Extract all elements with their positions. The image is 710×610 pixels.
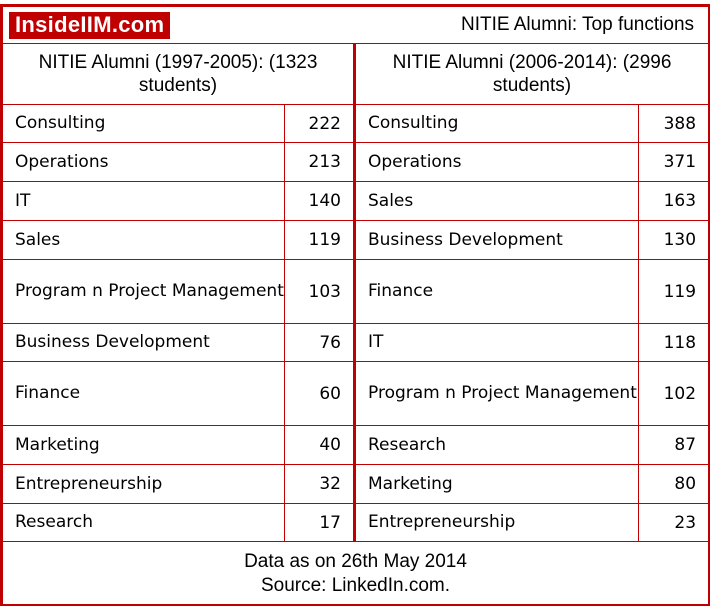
left-function-name: Sales — [3, 221, 285, 260]
right-function-name: Business Development — [355, 221, 639, 260]
data-date-note: Data as on 26th May 2014 — [244, 550, 467, 572]
left-function-count: 76 — [285, 324, 355, 362]
left-function-name: Consulting — [3, 105, 285, 143]
table-row — [3, 465, 709, 504]
footer-note — [3, 542, 709, 606]
page-title: NITIE Alumni: Top functions — [355, 7, 709, 44]
table-row — [3, 182, 709, 221]
right-function-name: Marketing — [355, 465, 639, 504]
left-function-name: Business Development — [3, 324, 285, 362]
insideiim-logo: InsideIIM.com — [9, 12, 170, 39]
right-function-count: 80 — [639, 465, 709, 504]
table-row — [3, 260, 709, 324]
left-function-name: Finance — [3, 362, 285, 426]
right-function-name: Operations — [355, 143, 639, 182]
table-row — [3, 143, 709, 182]
group-title-line1: NITIE Alumni (2006-2014): (2996 — [392, 52, 672, 73]
source-note: Source: LinkedIn.com. — [260, 574, 451, 596]
group-title-line2: students) — [492, 75, 572, 96]
left-function-count: 40 — [285, 426, 355, 465]
left-function-name: Research — [3, 504, 285, 542]
right-function-name: Finance — [355, 260, 639, 324]
left-function-count: 60 — [285, 362, 355, 426]
left-function-name: Marketing — [3, 426, 285, 465]
table-row — [3, 324, 709, 362]
left-function-name: Operations — [3, 143, 285, 182]
alumni-functions-table — [2, 6, 709, 606]
left-function-name: Program n Project Management — [3, 260, 285, 324]
right-function-count: 388 — [639, 105, 709, 143]
group-header-1997-2005 — [3, 44, 355, 105]
table-row — [3, 362, 709, 426]
table-row — [3, 105, 709, 143]
left-function-count: 17 — [285, 504, 355, 542]
table-row — [3, 221, 709, 260]
right-function-name: IT — [355, 324, 639, 362]
right-function-count: 118 — [639, 324, 709, 362]
right-function-name: Research — [355, 426, 639, 465]
right-function-name: Consulting — [355, 105, 639, 143]
left-function-count: 213 — [285, 143, 355, 182]
left-function-name: Entrepreneurship — [3, 465, 285, 504]
table-row — [3, 426, 709, 465]
left-function-count: 32 — [285, 465, 355, 504]
footer-row — [3, 542, 709, 606]
right-function-name: Program n Project Management — [355, 362, 639, 426]
right-function-count: 23 — [639, 504, 709, 542]
group-header-row — [3, 44, 709, 105]
left-function-name: IT — [3, 182, 285, 221]
logo-cell — [3, 7, 355, 44]
left-function-count: 140 — [285, 182, 355, 221]
group-title-line1: NITIE Alumni (1997-2005): (1323 — [38, 52, 318, 73]
left-function-count: 103 — [285, 260, 355, 324]
right-function-count: 87 — [639, 426, 709, 465]
right-function-count: 119 — [639, 260, 709, 324]
group-title-line2: students) — [138, 75, 218, 96]
right-function-count: 130 — [639, 221, 709, 260]
table-row — [3, 504, 709, 542]
right-function-count: 371 — [639, 143, 709, 182]
right-function-name: Entrepreneurship — [355, 504, 639, 542]
header-row — [3, 7, 709, 44]
right-function-name: Sales — [355, 182, 639, 221]
table-frame — [0, 4, 710, 606]
left-function-count: 222 — [285, 105, 355, 143]
right-function-count: 163 — [639, 182, 709, 221]
left-function-count: 119 — [285, 221, 355, 260]
right-function-count: 102 — [639, 362, 709, 426]
group-header-2006-2014 — [355, 44, 709, 105]
